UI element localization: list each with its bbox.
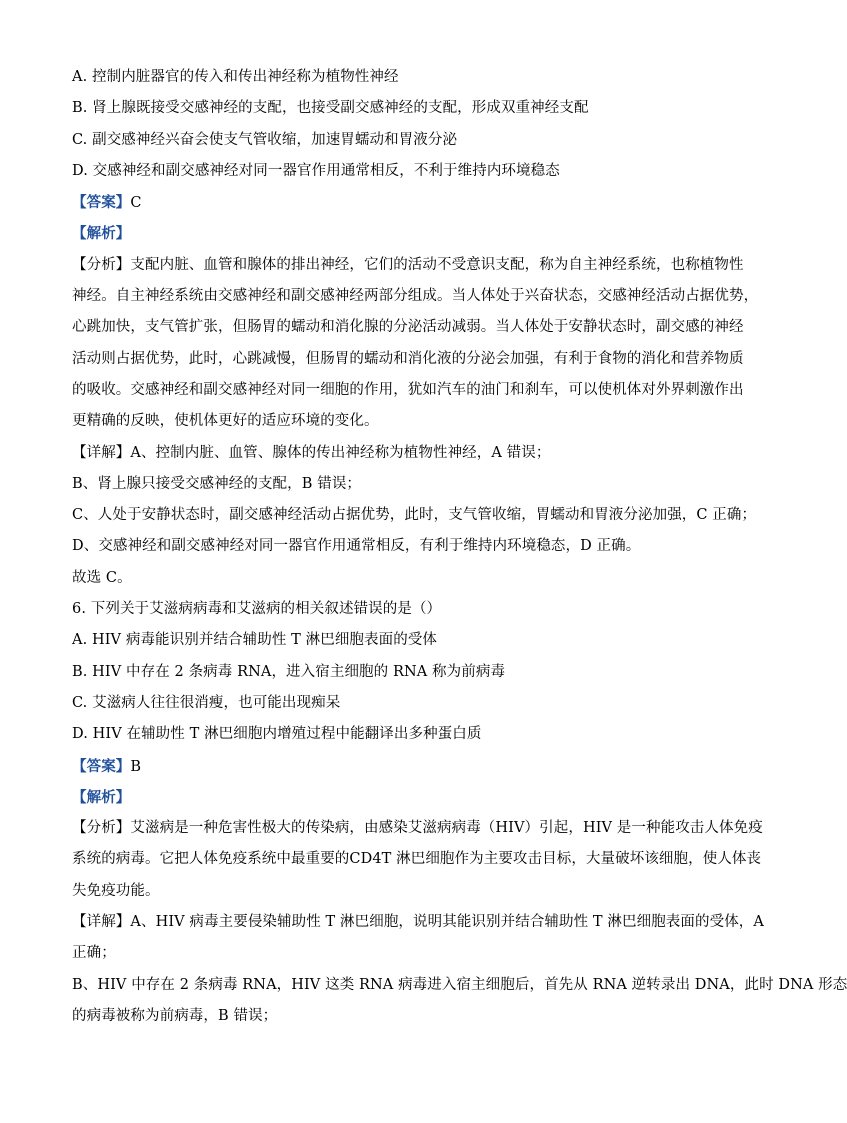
q6-answer [72, 751, 722, 782]
q5-analysis-line-6: 更精确的反映，使机体更好的适应环境的变化。 [72, 413, 379, 430]
q6-option-c: C. 艾滋病人往往很消瘦，也可能出现痴呆 [72, 694, 341, 711]
q5-analysis-line-1 [72, 250, 744, 281]
q6-detail-line-2: 正确； [72, 945, 116, 962]
q5-analysis-line-2: 神经。自主神经系统由交感神经和副交感神经两部分组成。当人体处于兴奋状态，交感神经活动占据优势， [72, 288, 759, 305]
q5-conclusion: 故选 C。 [72, 569, 132, 586]
q6-detail-tag: 【详解】 [72, 914, 131, 931]
q6-analysis-line-2: 系统的病毒。它把人体免疫系统中最重要的CD4T 淋巴细胞作为主要攻击目标，大量破坏该细胞，使人体丧 [72, 851, 762, 868]
document-page [72, 62, 847, 1032]
q5-analysis-line-4: 活动则占据优势，此时，心跳减慢，但肠胃的蠕动和消化液的分泌会加强，有利于食物的消化和营养物质 [72, 350, 744, 367]
q5-detail-tag: 【详解】 [72, 444, 131, 461]
q6-detail-line-4: 的病毒被称为前病毒，B 错误； [72, 1007, 278, 1024]
q6-detail-line-1 [72, 907, 764, 938]
q6-jiexi [72, 782, 722, 813]
q6-analysis-line-3: 失免疫功能。 [72, 882, 160, 899]
q6-answer-tag: 【答案】 [72, 757, 131, 775]
q6-detail-line-3: B、HIV 中存在 2 条病毒 RNA，HIV 这类 RNA 病毒进入宿主细胞后，首先从 RNA 逆转录出 DNA，此时 DNA 形态 [72, 976, 847, 993]
q5-answer [72, 187, 722, 218]
q6-option-d: D. HIV 在辅助性 T 淋巴细胞内增殖过程中能翻译出多种蛋白质 [72, 726, 482, 743]
q5-detail-line-2: B、肾上腺只接受交感神经的支配，B 错误； [72, 475, 362, 492]
q5-analysis-line-3: 心跳加快，支气管扩张，但肠胃的蠕动和消化腺的分泌活动减弱。当人体处于安静状态时，副交感的神经 [72, 319, 744, 336]
q5-answer-tag: 【答案】 [72, 194, 131, 212]
q6-answer-value: B [130, 758, 142, 775]
q5-detail-line-3: C、人处于安静状态时，副交感神经活动占据优势，此时，支气管收缩，胃蠕动和胃液分泌加强，C 正确； [72, 507, 757, 524]
q5-option-c: C. 副交感神经兴奋会使支气管收缩，加速胃蠕动和胃液分泌 [72, 131, 458, 148]
q5-answer-value: C [130, 195, 142, 212]
q5-option-a: A. 控制内脏器官的传入和传出神经称为植物性神经 [72, 69, 399, 85]
q6-analysis-tag: 【分析】 [72, 820, 131, 837]
q5-analysis-text: 支配内脏、血管和腺体的排出神经，它们的活动不受意识支配，称为自主神经系统，也称植物性 [130, 256, 744, 273]
q5-jiexi [72, 218, 722, 249]
q5-detail-line-4: D、交感神经和副交感神经对同一器官作用通常相反，有利于维持内环境稳态，D 正确。 [72, 538, 641, 555]
q6-stem: 6. 下列关于艾滋病病毒和艾滋病的相关叙述错误的是（） [72, 601, 442, 618]
q5-analysis-line-5: 的吸收。交感神经和副交感神经对同一细胞的作用，犹如汽车的油门和刹车，可以使机体对外界刺激作出 [72, 381, 744, 398]
q6-analysis-line-1 [72, 813, 763, 844]
q6-jiexi-tag: 【解析】 [72, 788, 131, 806]
q5-detail-line-1 [72, 438, 722, 469]
q5-option-d: D. 交感神经和副交感神经对同一器官作用通常相反，不利于维持内环境稳态 [72, 162, 560, 179]
q5-analysis-tag: 【分析】 [72, 256, 131, 273]
q6-detail-text: A、HIV 病毒主要侵染辅助性 T 淋巴细胞，说明其能识别并结合辅助性 T 淋巴细胞表面的受体，A [130, 914, 764, 931]
q5-detail-text: A、控制内脏、血管、腺体的传出神经称为植物性神经，A 错误； [130, 444, 551, 461]
q6-option-a: A. HIV 病毒能识别并结合辅助性 T 淋巴细胞表面的受体 [72, 632, 438, 649]
q6-option-b: B. HIV 中存在 2 条病毒 RNA，进入宿主细胞的 RNA 称为前病毒 [72, 663, 506, 680]
q5-option-b: B. 肾上腺既接受交感神经的支配，也接受副交感神经的支配，形成双重神经支配 [72, 100, 589, 117]
q6-analysis-text: 艾滋病是一种危害性极大的传染病，由感染艾滋病病毒（HIV）引起，HIV 是一种能攻击人体免疫 [130, 820, 763, 837]
q5-jiexi-tag: 【解析】 [72, 225, 131, 243]
